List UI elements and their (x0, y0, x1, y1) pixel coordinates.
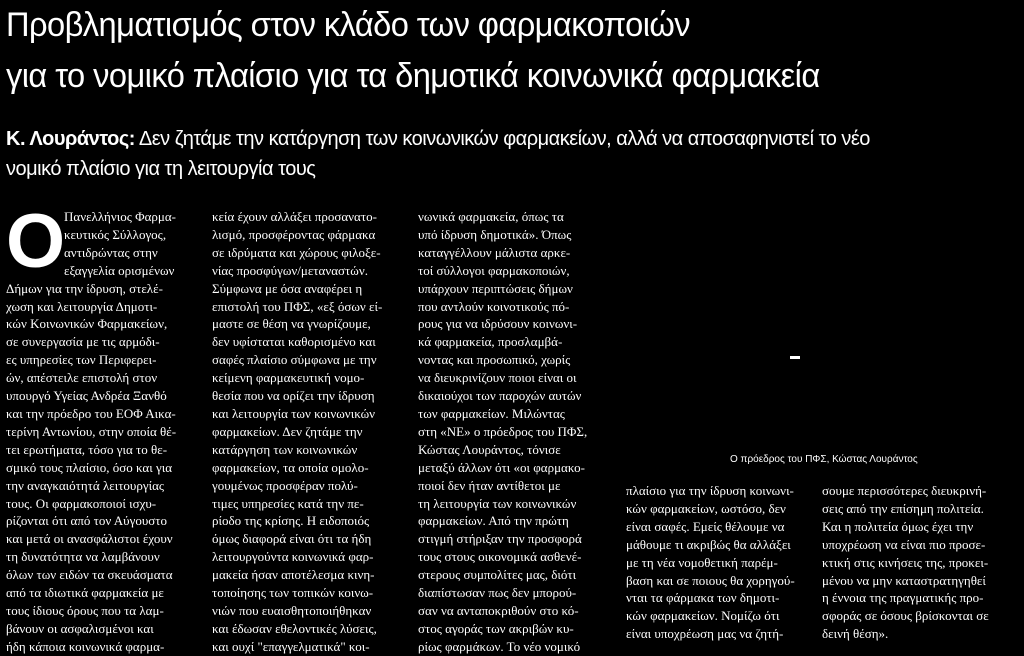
article-line: κατάργηση των κοινωνικών (212, 441, 358, 457)
article-line: σουμε περισσότερες διευκρινή- (822, 483, 987, 498)
article-line: βάνουν οι ασφαλισμένοι και (6, 620, 154, 636)
article-line: υπουργό Υγείας Ανδρέα Ξανθό (6, 388, 167, 404)
article-line: φαρμακείων. Δεν ζητάμε την (212, 423, 363, 439)
article-line: μακεία ήσαν αποτέλεσμα κινη- (212, 567, 375, 583)
article-line: να διευκρινίζουν ποιοι είναι οι (418, 370, 577, 386)
article-line: σε ιδρύματα και χώρους φιλοξε- (212, 244, 381, 260)
article-line: φαρμακείων. Από την πρώτη (418, 513, 569, 529)
article-line: δεν υφίσταται καθορισμένο και (212, 334, 376, 350)
article-line: τιμες υπηρεσίες κατά την πε- (212, 495, 364, 511)
article-line: τοί σύλλογοι φαρμακοποιών, (418, 262, 570, 278)
article-line: ρίοδο της κρίσης. Η ειδοποιός (212, 513, 370, 529)
article-line: ποιοί δεν ήταν αντίθετοι με (418, 477, 561, 493)
article-line: κείμενη φαρμακευτική νομο- (212, 370, 365, 386)
article-line: λισμό, προσφέροντας φάρμακα (212, 226, 376, 242)
article-line: που αντλούν κοινοτικούς πό- (418, 298, 570, 314)
article-line: κτική στις κινήσεις της, προκει- (822, 554, 989, 570)
article-line: είναι υποχρέωση μας να ζητή- (626, 626, 784, 642)
article-line: τη λειτουργία των κοινωνικών (418, 495, 577, 511)
article-line: και μετά οι ανασφάλιστοι έχουν (6, 531, 173, 547)
article-line: σαν να ανταποκριθούν στο κό- (418, 602, 579, 618)
article-line: επιστολή του ΠΦΣ, «εξ όσων εί- (212, 298, 383, 314)
article-line: υπάρχουν περιπτώσεις δήμων (418, 280, 573, 296)
article-line: κεία έχουν αλλάξει προσανατο- (212, 209, 377, 224)
article-line: ρίζονται ότι από τον Αύγουστο (6, 513, 168, 529)
article-line: στιγμή στήριξαν την προσφορά (418, 531, 582, 547)
article-line: σφοράς σε όσους βρίσκονται σε (822, 608, 989, 624)
article-column-4 (626, 482, 816, 643)
article-line: Πανελλήνιος Φαρμα- (64, 209, 177, 224)
article-column-1 (6, 208, 198, 656)
article-line: είναι σαφές. Εμείς θέλουμε να (626, 518, 785, 534)
article-line: και λειτουργία των κοινωνικών (212, 405, 376, 421)
headline-line-1: Προβληματισμός στον κλάδο των φαρμακοποιών (6, 6, 691, 44)
article-line: στος αγοράς των ακριβών κυ- (418, 620, 574, 636)
article-line: βαση και σε ποιους θα χορηγού- (626, 572, 795, 588)
article-line: μένου να μην καταστρατηγηθεί (822, 572, 986, 588)
article-line: ρίως φαρμάκων. Το νέο νομικό (418, 638, 581, 654)
article-line: σαφές πλαίσιο σύμφωνα με την (212, 352, 377, 368)
article-column-5 (822, 482, 1018, 643)
article-line: στερους συμπολίτες μας, διότι (418, 567, 577, 583)
article-line: στη «ΝΕ» ο πρόεδρος του ΠΦΣ, (418, 423, 588, 439)
headline (6, 0, 976, 102)
subheadline-line-2: νομικό πλαίσιο για τη λειτουργία τους (6, 158, 316, 180)
article-line: καταγγέλλουν μάλιστα αρκε- (418, 244, 571, 260)
article-line: υποχρέωση να είναι πιο προσε- (822, 536, 986, 552)
article-line: κών φαρμακείων. Νομίζω ότι (626, 608, 780, 624)
article-line: Κώστας Λουράντος, τόνισε (418, 441, 561, 457)
article-line: σμικό τους πλαίσιο, όσο και για (6, 459, 173, 475)
article-line: κών Κοινωνικών Φαρμακείων, (6, 316, 168, 332)
article-line: νοντας και προσωπικό, χωρίς (418, 352, 571, 368)
article-line: μεταξύ άλλων ότι «οι φαρμακο- (418, 459, 585, 475)
article-line: αντιδρώντας στην (64, 244, 158, 260)
article-line: όλων των ειδών τα σκευάσματα (6, 567, 173, 583)
article-line: λειτουργούντα κοινωνικά φαρ- (212, 549, 374, 565)
article-line: σε συνεργασία με τις αρμόδι- (6, 334, 160, 350)
article-line: νωνικά φαρμακεία, όπως τα (418, 209, 564, 224)
article-line: Δήμων για την ίδρυση, στελέ- (6, 280, 163, 296)
article-line: ες υπηρεσίες των Περιφερει- (6, 352, 157, 368)
article-line: τει ερωτήματα, τόσο για το θε- (6, 441, 168, 457)
article-line: τους ίδιους όρους που τα λαμ- (6, 602, 164, 618)
drop-cap: Ο (6, 199, 66, 284)
article-line: ών, απέστειλε επιστολή στον (6, 370, 158, 386)
photo-detail (790, 356, 800, 359)
article-column-2 (212, 208, 404, 656)
article-line: κών φαρμακείων, ωστόσο, δεν (626, 500, 786, 516)
article-line: και έδωσαν εθελοντικές λύσεις, (212, 620, 377, 636)
article-line: υπό ίδρυση δημοτικά». Όπως (418, 226, 572, 242)
article-line: με τη νέα νομοθετική παρέμ- (626, 554, 778, 570)
subheadline-line-1 (6, 124, 1016, 154)
article-line: χωση και λειτουργία Δημοτι- (6, 298, 158, 314)
photo-caption: Ο πρόεδρος του ΠΦΣ, Κώστας Λουράντος (730, 454, 918, 465)
article-line: Σύμφωνα με όσα αναφέρει η (212, 280, 363, 296)
article-line: τη δυνατότητα να λαμβάνουν (6, 549, 160, 565)
article-line: από τα ιδιωτικά φαρμακεία με (6, 585, 164, 601)
article-line: ρους για να ιδρύσουν κοινωνι- (418, 316, 578, 332)
article-line: όμως διαφορά είναι ότι τα ήδη (212, 531, 372, 547)
article-line: εξαγγελία ορισμένων (64, 262, 175, 278)
article-line: σεις από την επίσημη πολιτεία. (822, 500, 984, 516)
article-photo (626, 208, 1018, 444)
article-line: τερίνη Αντωνίου, στην οποία θέ- (6, 423, 177, 439)
subheadline (6, 124, 1016, 184)
article-line: η έννοια της πραγματικής προ- (822, 590, 984, 606)
article-line: δεινή θέση». (822, 626, 889, 642)
article-line: νίας προσφύγων/μεταναστών. (212, 262, 368, 278)
article-line: ήδη κάποια κοινωνικά φαρμα- (6, 638, 165, 654)
article-line: μαστε σε θέση να γνωρίζουμε, (212, 316, 371, 332)
subheadline-lead: Κ. Λουράντος: (6, 128, 135, 150)
article-line: νιών που ευαισθητοποιήθηκαν (212, 602, 372, 618)
article-line: μάθουμε τι ακριβώς θα αλλάξει (626, 536, 791, 552)
headline-line-2: για το νομικό πλαίσιο για τα δημοτικά κοινωνικά φαρμακεία (6, 57, 820, 95)
article-line: κά φαρμακεία, προσλαμβά- (418, 334, 563, 350)
article-line: δικαιούχοι των παροχών αυτών (418, 388, 582, 404)
subheadline-text: Δεν ζητάμε την κατάργηση των κοινωνικών φαρμακείων, αλλά να αποσαφηνιστεί το νέο (134, 128, 870, 150)
article-line: τοποίησης των τοπικών κοινω- (212, 585, 374, 601)
article-line: των φαρμακείων. Μιλώντας (418, 405, 565, 421)
article-line: τους. Οι φαρμακοποιοί ισχυ- (6, 495, 157, 511)
article-line: κευτικός Σύλλογος, (64, 226, 167, 242)
article-line: Και η πολιτεία όμως έχει την (822, 518, 974, 534)
article-line: και την πρόεδρο του ΕΟΦ Αικα- (6, 405, 176, 421)
article-line: νται τα φάρμακα των δημοτι- (626, 590, 780, 606)
article-line: διαπίστωσαν πως δεν μπορού- (418, 585, 577, 601)
article-line: φαρμακείων, τα οποία ομολο- (212, 459, 369, 475)
article-line: θεσία που να ορίζει την ίδρυση (212, 388, 375, 404)
article-line: πλαίσιο για την ίδρυση κοινωνι- (626, 483, 794, 498)
article-line: και ουχί "επαγγελματικά" κοι- (212, 638, 370, 654)
article-line: τους στους οικονομικά ασθενέ- (418, 549, 582, 565)
article-line: γουμένως προσφέραν πολύ- (212, 477, 358, 493)
article-column-3 (418, 208, 612, 656)
article-line: την αναγκαιότητά λειτουργίας (6, 477, 165, 493)
